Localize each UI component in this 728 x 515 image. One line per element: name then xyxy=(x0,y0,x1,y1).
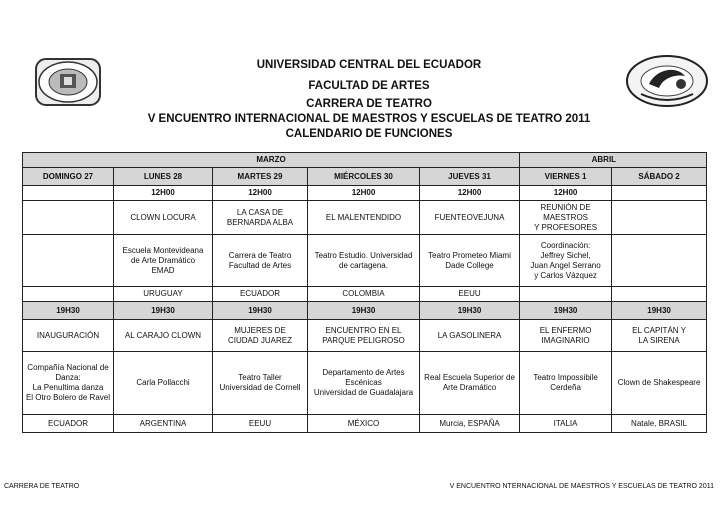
evening-country-cell: Natale, BRASIL xyxy=(612,415,707,433)
evening-show-cell: LA GASOLINERA xyxy=(420,320,520,352)
evening-show-cell: ENCUENTRO EN EL PARQUE PELIGROSO xyxy=(308,320,420,352)
university-title: UNIVERSIDAD CENTRAL DEL ECUADOR xyxy=(256,59,482,71)
day-header-cell: VIERNES 1 xyxy=(520,168,612,186)
noon-show-cell xyxy=(612,201,707,235)
evening-time-cell: 19H30 xyxy=(612,302,707,320)
noon-country-cell: ECUADOR xyxy=(213,287,308,302)
evening-time-cell: 19H30 xyxy=(213,302,308,320)
evening-country-cell: ITALIA xyxy=(520,415,612,433)
calendar-title: CALENDARIO DE FUNCIONES xyxy=(285,128,453,140)
month-april: ABRIL xyxy=(520,153,707,168)
evening-venue-cell: Carla Pollacchi xyxy=(114,352,213,415)
noon-venue-cell: Coordinación: Jeffrey Sichel, Juan Angel Serrano y Carlos Vázquez xyxy=(520,235,612,287)
noon-time-cell: 12H00 xyxy=(114,186,213,201)
day-header-cell: MIÉRCOLES 30 xyxy=(308,168,420,186)
noon-time-cell xyxy=(612,186,707,201)
noon-venue-cell: Escuela Montevideana de Arte Dramático EMAD xyxy=(114,235,213,287)
event-title: V ENCUENTRO INTERNACIONAL DE MAESTROS Y ESCUELAS DE TEATRO 2011 xyxy=(147,113,591,125)
footer-right: V ENCUENTRO NTERNACIONAL DE MAESTROS Y ESCUELAS DE TEATRO 2011 xyxy=(449,483,714,490)
noon-show-cell: CLOWN LOCURA xyxy=(114,201,213,235)
evening-show-cell: INAUGURACIÓN xyxy=(23,320,114,352)
noon-time-cell: 12H00 xyxy=(420,186,520,201)
evening-show-cell: EL ENFERMO IMAGINARIO xyxy=(520,320,612,352)
noon-show-cell: EL MALENTENDIDO xyxy=(308,201,420,235)
day-header-cell: JUEVES 31 xyxy=(420,168,520,186)
faculty-title: FACULTAD DE ARTES xyxy=(308,80,430,92)
noon-country-cell: COLOMBIA xyxy=(308,287,420,302)
noon-show-cell: REUNIÓN DE MAESTROS Y PROFESORES xyxy=(520,201,612,235)
evening-show-cell: AL CARAJO CLOWN xyxy=(114,320,213,352)
evening-venue-cell: Clown de Shakespeare xyxy=(612,352,707,415)
noon-country-cell: URUGUAY xyxy=(114,287,213,302)
day-header-cell: MARTES 29 xyxy=(213,168,308,186)
evening-venue-cell: Teatro Impossibile Cerdeña xyxy=(520,352,612,415)
evening-show-cell: EL CAPITÁN Y LA SIRENA xyxy=(612,320,707,352)
noon-time-cell xyxy=(23,186,114,201)
day-header-cell: DOMINGO 27 xyxy=(23,168,114,186)
noon-time-cell: 12H00 xyxy=(308,186,420,201)
noon-venue-cell xyxy=(23,235,114,287)
noon-show-cell: LA CASA DE BERNARDA ALBA xyxy=(213,201,308,235)
evening-venue-cell: Departamento de Artes Escénicas Universidad de Guadalajara xyxy=(308,352,420,415)
noon-country-cell xyxy=(612,287,707,302)
evening-country-cell: ECUADOR xyxy=(23,415,114,433)
day-header-cell: LUNES 28 xyxy=(114,168,213,186)
evening-time-cell: 19H30 xyxy=(308,302,420,320)
evening-country-cell: ARGENTINA xyxy=(114,415,213,433)
noon-show-cell xyxy=(23,201,114,235)
noon-venue-cell: Teatro Estudio. Universidad de cartagena. xyxy=(308,235,420,287)
noon-venue-cell: Carrera de Teatro Facultad de Artes xyxy=(213,235,308,287)
noon-time-cell: 12H00 xyxy=(213,186,308,201)
noon-show-cell: FUENTEOVEJUNA xyxy=(420,201,520,235)
noon-time-cell: 12H00 xyxy=(520,186,612,201)
evening-country-cell: MÉXICO xyxy=(308,415,420,433)
evening-time-cell: 19H30 xyxy=(420,302,520,320)
calendar-table xyxy=(22,152,707,433)
evening-country-cell: Murcia, ESPAÑA xyxy=(420,415,520,433)
evening-venue-cell: Teatro Taller Universidad de Cornell xyxy=(213,352,308,415)
evening-venue-cell: Real Escuela Superior de Arte Dramático xyxy=(420,352,520,415)
evening-show-cell: MUJERES DE CIUDAD JUAREZ xyxy=(213,320,308,352)
noon-country-cell xyxy=(520,287,612,302)
noon-country-cell xyxy=(23,287,114,302)
evening-country-cell: EEUU xyxy=(213,415,308,433)
evening-time-cell: 19H30 xyxy=(520,302,612,320)
evening-venue-cell: Compañía Nacional de Danza: La Penultima danza El Otro Bolero de Ravel xyxy=(23,352,114,415)
noon-venue-cell xyxy=(612,235,707,287)
career-title: CARRERA DE TEATRO xyxy=(306,98,432,110)
noon-country-cell: EEUU xyxy=(420,287,520,302)
evening-time-cell: 19H30 xyxy=(23,302,114,320)
footer-left: CARRERA DE TEATRO xyxy=(4,483,80,490)
day-header-cell: SÁBADO 2 xyxy=(612,168,707,186)
evening-time-cell: 19H30 xyxy=(114,302,213,320)
noon-venue-cell: Teatro Prometeo Miami Dade College xyxy=(420,235,520,287)
month-march: MARZO xyxy=(23,153,520,168)
